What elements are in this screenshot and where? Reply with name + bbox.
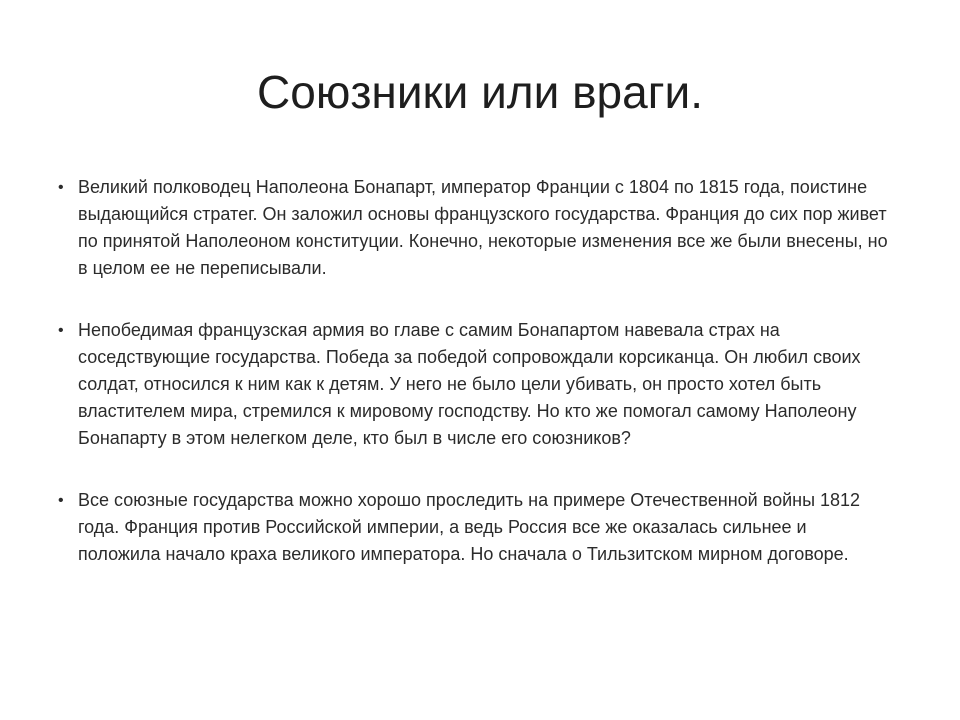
bullet-dot-icon: • xyxy=(58,322,64,339)
bullet-list xyxy=(58,174,888,603)
bullet-dot-icon: • xyxy=(58,179,64,196)
bullet-text: Великий полководец Наполеона Бонапарт, император Франции с 1804 по 1815 года, поистине выдающийся стратег. Он заложил основы французского государства. Франция до сих пор живет по принятой Наполеоном конституции. Конечно, некоторые изменения все же были внесены, но в целом ее не переписывали. xyxy=(78,177,888,278)
bullet-dot-icon: • xyxy=(58,492,64,509)
bullet-item xyxy=(58,487,888,568)
bullet-text: Непобедимая французская армия во главе с самим Бонапартом навевала страх на соседствующие государства. Победа за победой сопровождали корсиканца. Он любил своих солдат, относился к ним как к детям. У него не было цели убивать, он просто хотел быть властителем мира, стремился к мировому господству. Но кто же помогал самому Наполеону Бонапарту в этом нелегком деле, кто был в числе его союзников? xyxy=(78,320,861,448)
slide-title: Союзники или враги. xyxy=(257,66,703,118)
bullet-text: Все союзные государства можно хорошо проследить на примере Отечественной войны 1812 года. Франция против Российской империи, а ведь Россия все же оказалась сильнее и положила начало краха великого императора. Но сначала о Тильзитском мирном договоре. xyxy=(78,490,861,564)
bullet-item xyxy=(58,317,888,452)
bullet-item xyxy=(58,174,888,282)
